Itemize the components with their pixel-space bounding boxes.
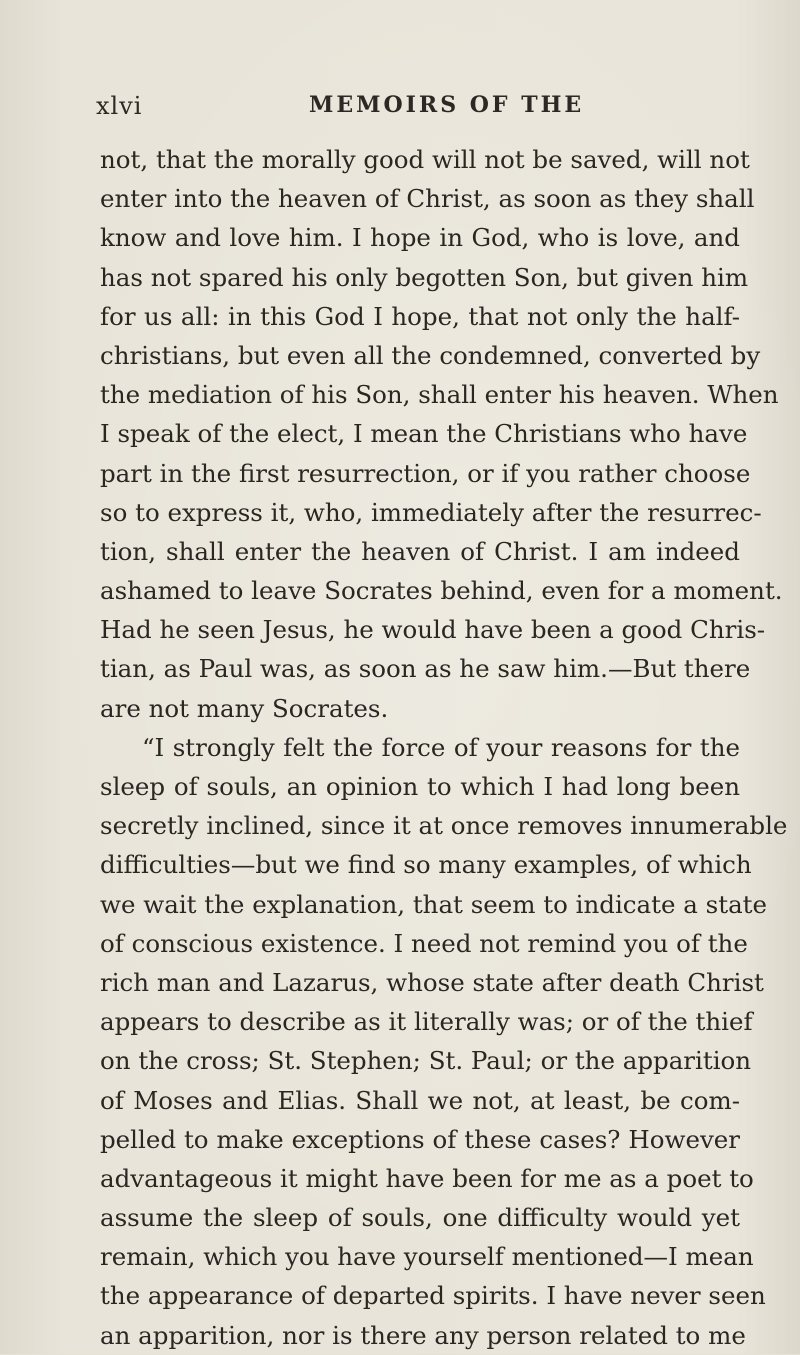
text-line: an apparition, nor is there any person related to me xyxy=(100,1320,746,1350)
text-line: Had he seen Jesus, he would have been a good Chris- xyxy=(100,615,766,645)
text-line: assume the sleep of souls, one difficulty would yet xyxy=(100,1203,740,1233)
text-line: tian, as Paul was, as soon as he saw him.—But there xyxy=(100,654,751,684)
text-line: of conscious existence. I need not remind you of the xyxy=(100,928,748,958)
text-line: know and love him. I hope in God, who is love, and xyxy=(100,223,740,253)
page-header xyxy=(96,92,716,132)
text-line: sleep of souls, an opinion to which I had long been xyxy=(100,772,740,801)
text-line: appears to describe as it literally was; or of the thief xyxy=(100,1007,753,1037)
text-line: enter into the heaven of Christ, as soon as they shall xyxy=(100,184,755,214)
paragraph-start-line: “I strongly felt the force of your reasons for the xyxy=(142,732,740,762)
text-line: on the cross; St. Stephen; St. Paul; or the apparition xyxy=(100,1046,752,1076)
running-head: MEMOIRS OF THE xyxy=(309,92,585,118)
text-line: not, that the morally good will not be saved, will not xyxy=(100,145,750,174)
text-line: remain, which you have yourself mentioned—I mean xyxy=(100,1242,754,1272)
text-line: tion, shall enter the heaven of Christ. I am indeed xyxy=(100,536,740,566)
text-line: so to express it, who, immediately after the resurrec- xyxy=(100,497,762,527)
text-line: ashamed to leave Socrates behind, even for a moment. xyxy=(100,576,783,606)
text-line: I speak of the elect, I mean the Christians who have xyxy=(100,419,748,449)
text-line: advantageous it might have been for me as a poet to xyxy=(100,1163,754,1193)
text-line: secretly inclined, since it at once removes innumerable xyxy=(100,811,788,841)
page-number: xlvi xyxy=(96,92,143,120)
text-line: christians, but even all the condemned, converted by xyxy=(100,340,761,370)
text-line: pelled to make exceptions of these cases? However xyxy=(100,1124,740,1154)
text-line: rich man and Lazarus, whose state after death Christ xyxy=(100,967,764,997)
text-line: has not spared his only begotten Son, but given him xyxy=(100,262,749,292)
text-line: for us all: in this God I hope, that not only the half- xyxy=(100,301,740,331)
body-text xyxy=(100,140,788,1355)
text-line: the appearance of departed spirits. I have never seen xyxy=(100,1281,766,1311)
text-line: difficulties—but we find so many examples, of which xyxy=(100,850,752,880)
text-line: the mediation of his Son, shall enter his heaven. When xyxy=(100,380,779,410)
text-line: of Moses and Elias. Shall we not, at least, be com- xyxy=(100,1085,740,1115)
text-line: part in the first resurrection, or if you rather choose xyxy=(100,458,751,488)
paragraph-end-line: are not many Socrates. xyxy=(100,693,389,723)
text-line: we wait the explanation, that seem to indicate a state xyxy=(100,889,768,919)
